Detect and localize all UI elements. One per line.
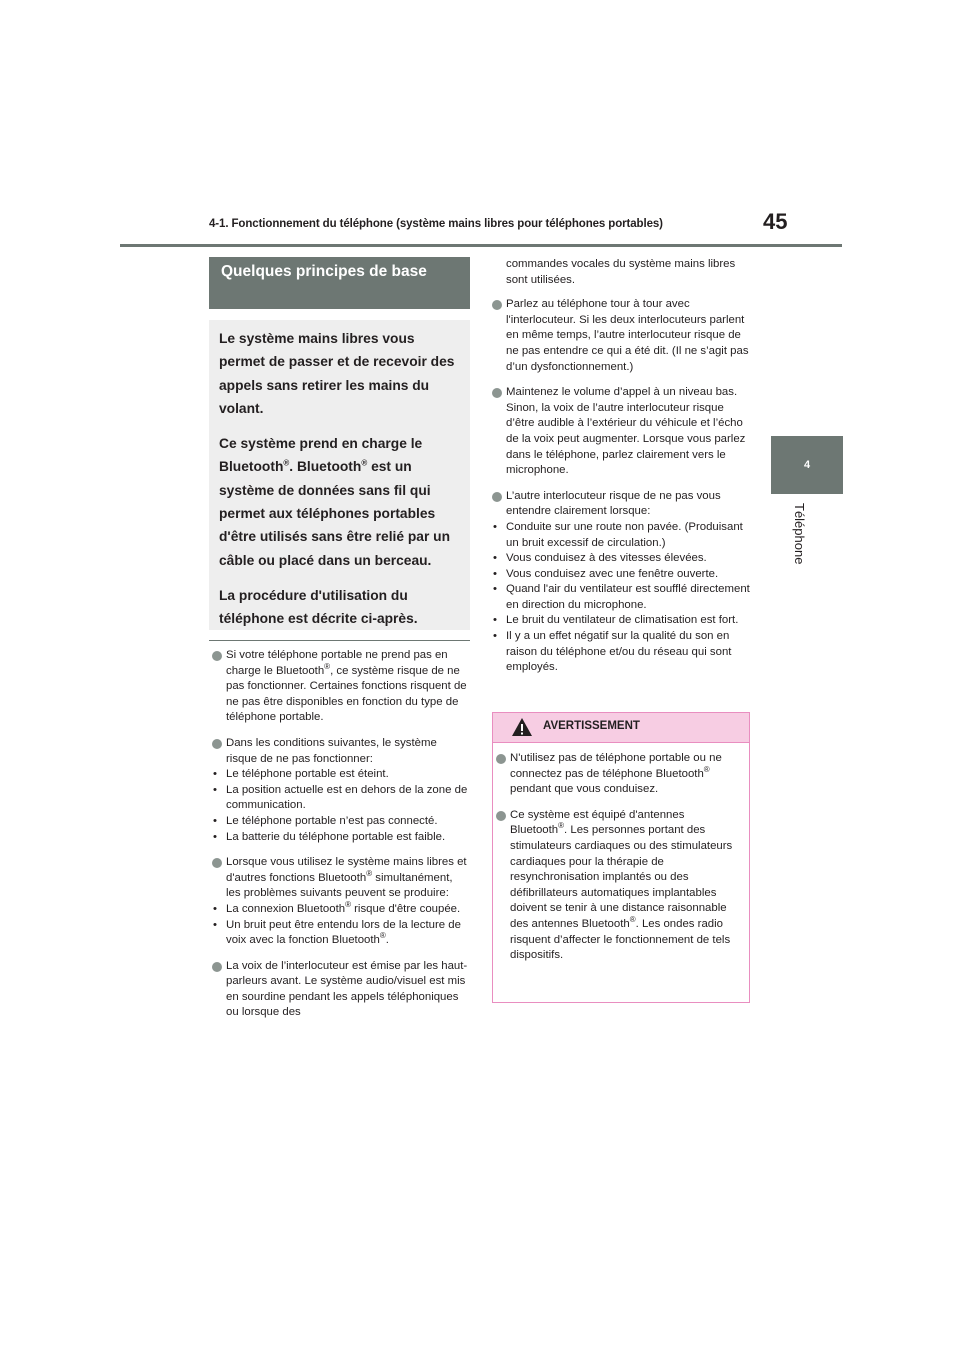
intro-paragraph: Le système mains libres vous permet de passer et de recevoir des appels sans retirer les mains du volant. (219, 331, 455, 416)
header-rule (120, 244, 842, 247)
round-bullet-icon (496, 754, 506, 764)
round-bullet-icon (492, 300, 502, 310)
round-bullet-icon (492, 388, 502, 398)
sub-list-item: • La batterie du téléphone portable est faible. (212, 830, 470, 846)
sub-list-item: • Conduite sur une route non pavée. (Produisant un bruit excessif de circulation.) (492, 520, 754, 551)
warning-triangle-icon (511, 717, 533, 742)
warning-item: Ce système est équipé d'antennes Bluetooth®. Les personnes portant des stimulateurs cardiaques ou des stimulateurs cardiaques pour la thérapie de resynchronisation implantés ou des défibrillateurs automatiques implantables doivent se tenir à une distance raisonnable des antennes Bluetooth®. Les ondes radio risquent d’affecter le fonctionnement de tels dispositifs. (496, 808, 741, 964)
sub-list-item: • Vous conduisez avec une fenêtre ouverte. (492, 567, 754, 583)
chapter-label: Téléphone (792, 503, 807, 565)
list-item: L’autre interlocuteur risque de ne pas vous entendre clairement lorsque: • Conduite sur une route non pavée. (Produisant un bruit excessif de circulation.) • Vous conduisez à des vitesses élevées. • Vous conduisez avec une fenêtre ouverte. • Quand l'air du ventilateur est soufflé directement en direction du microphone. • Le bruit du ventilateur de climatisation est fort. • Il y a un effet négatif sur la qualité du son en raison du téléphone et/ou du réseau qui sont employés. (492, 489, 754, 676)
chapter-tab: 4 (771, 436, 843, 494)
list-item: Dans les conditions suivantes, le système risque de ne pas fonctionner: • Le téléphone portable est éteint. • La position actuelle est en dehors de la zone de communication. • Le téléphone portable n’est pas connecté. • La batterie du téléphone portable est faible. (212, 736, 470, 845)
list-item: Si votre téléphone portable ne prend pas en charge le Bluetooth®, ce système risque de ne pas fonctionner. Certaines fonctions risquent de ne pas être disponibles en fonction du type de téléphone portable. (212, 648, 470, 726)
sub-list-item: • Le téléphone portable n’est pas connecté. (212, 814, 470, 830)
round-bullet-icon (212, 739, 222, 749)
round-bullet-icon (492, 492, 502, 502)
sub-list-item: • Vous conduisez à des vitesses élevées. (492, 551, 754, 567)
warning-box (492, 712, 750, 1003)
sub-list-item: • La connexion Bluetooth® risque d'être coupée. (212, 902, 470, 918)
round-bullet-icon (212, 858, 222, 868)
round-bullet-icon (212, 962, 222, 972)
intro-paragraph: La procédure d'utilisation du téléphone est décrite ci-après. (219, 587, 418, 627)
round-bullet-icon (212, 651, 222, 661)
sub-list (212, 902, 470, 949)
continuation-text: commandes vocales du système mains libres sont utilisées. (506, 258, 736, 286)
running-header: 4-1. Fonctionnement du téléphone (système mains libres pour téléphones portables) (209, 218, 663, 230)
warning-body (493, 743, 749, 964)
round-bullet-icon (496, 811, 506, 821)
divider (209, 640, 470, 641)
right-column (492, 257, 754, 686)
sub-list (212, 767, 470, 845)
list-item: Lorsque vous utilisez le système mains libres et d'autres fonctions Bluetooth® simultanément, les problèmes suivants peuvent se produire: • La connexion Bluetooth® risque d'être coupée. • Un bruit peut être entendu lors de la lecture de voix avec la fonction Bluetooth®. (212, 855, 470, 949)
page-number: 45 (763, 209, 788, 234)
warning-title: AVERTISSEMENT (543, 720, 640, 732)
intro-box (209, 320, 470, 630)
list-item: Parlez au téléphone tour à tour avec l'interlocuteur. Si les deux interlocuteurs parlent en même temps, l’autre interlocuteur risque de ne pas entendre ce qui a été dit. (Il ne s’agit pas d’un dysfonctionnement.) (492, 297, 754, 375)
section-title: Quelques principes de base (209, 257, 470, 309)
warning-header (493, 713, 749, 743)
sub-list-item: • Le téléphone portable est éteint. (212, 767, 470, 783)
list-item: La voix de l’interlocuteur est émise par les haut-parleurs avant. Le système audio/visuel est mis en sourdine pendant les appels téléphoniques ou lorsque des (212, 959, 470, 1021)
sub-list-item: • Un bruit peut être entendu lors de la lecture de voix avec la fonction Bluetooth®. (212, 918, 470, 949)
intro-paragraph: Ce système prend en charge le Bluetooth®. Bluetooth® est un système de données sans fil qui permet aux téléphones portables d'être utilisés sans être relié par un câble ou placé dans un berceau. (219, 436, 451, 568)
sub-list-item: • Il y a un effet négatif sur la qualité du son en raison du téléphone et/ou du réseau qui sont employés. (492, 629, 754, 676)
sub-list (492, 520, 754, 676)
left-column (212, 648, 470, 1031)
list-item: Maintenez le volume d’appel à un niveau bas. Sinon, la voix de l’autre interlocuteur risque d’être audible à l’extérieur du véhicule et l’écho de la voix peut augmenter. Lorsque vous parlez dans le téléphone, parlez clairement vers le microphone. (492, 385, 754, 479)
sub-list-item: • Quand l'air du ventilateur est soufflé directement en direction du microphone. (492, 582, 754, 613)
sub-list-item: • Le bruit du ventilateur de climatisation est fort. (492, 613, 754, 629)
sub-list-item: • La position actuelle est en dehors de la zone de communication. (212, 783, 470, 814)
warning-item: N'utilisez pas de téléphone portable ou ne connectez pas de téléphone Bluetooth® pendant que vous conduisez. (496, 751, 741, 798)
